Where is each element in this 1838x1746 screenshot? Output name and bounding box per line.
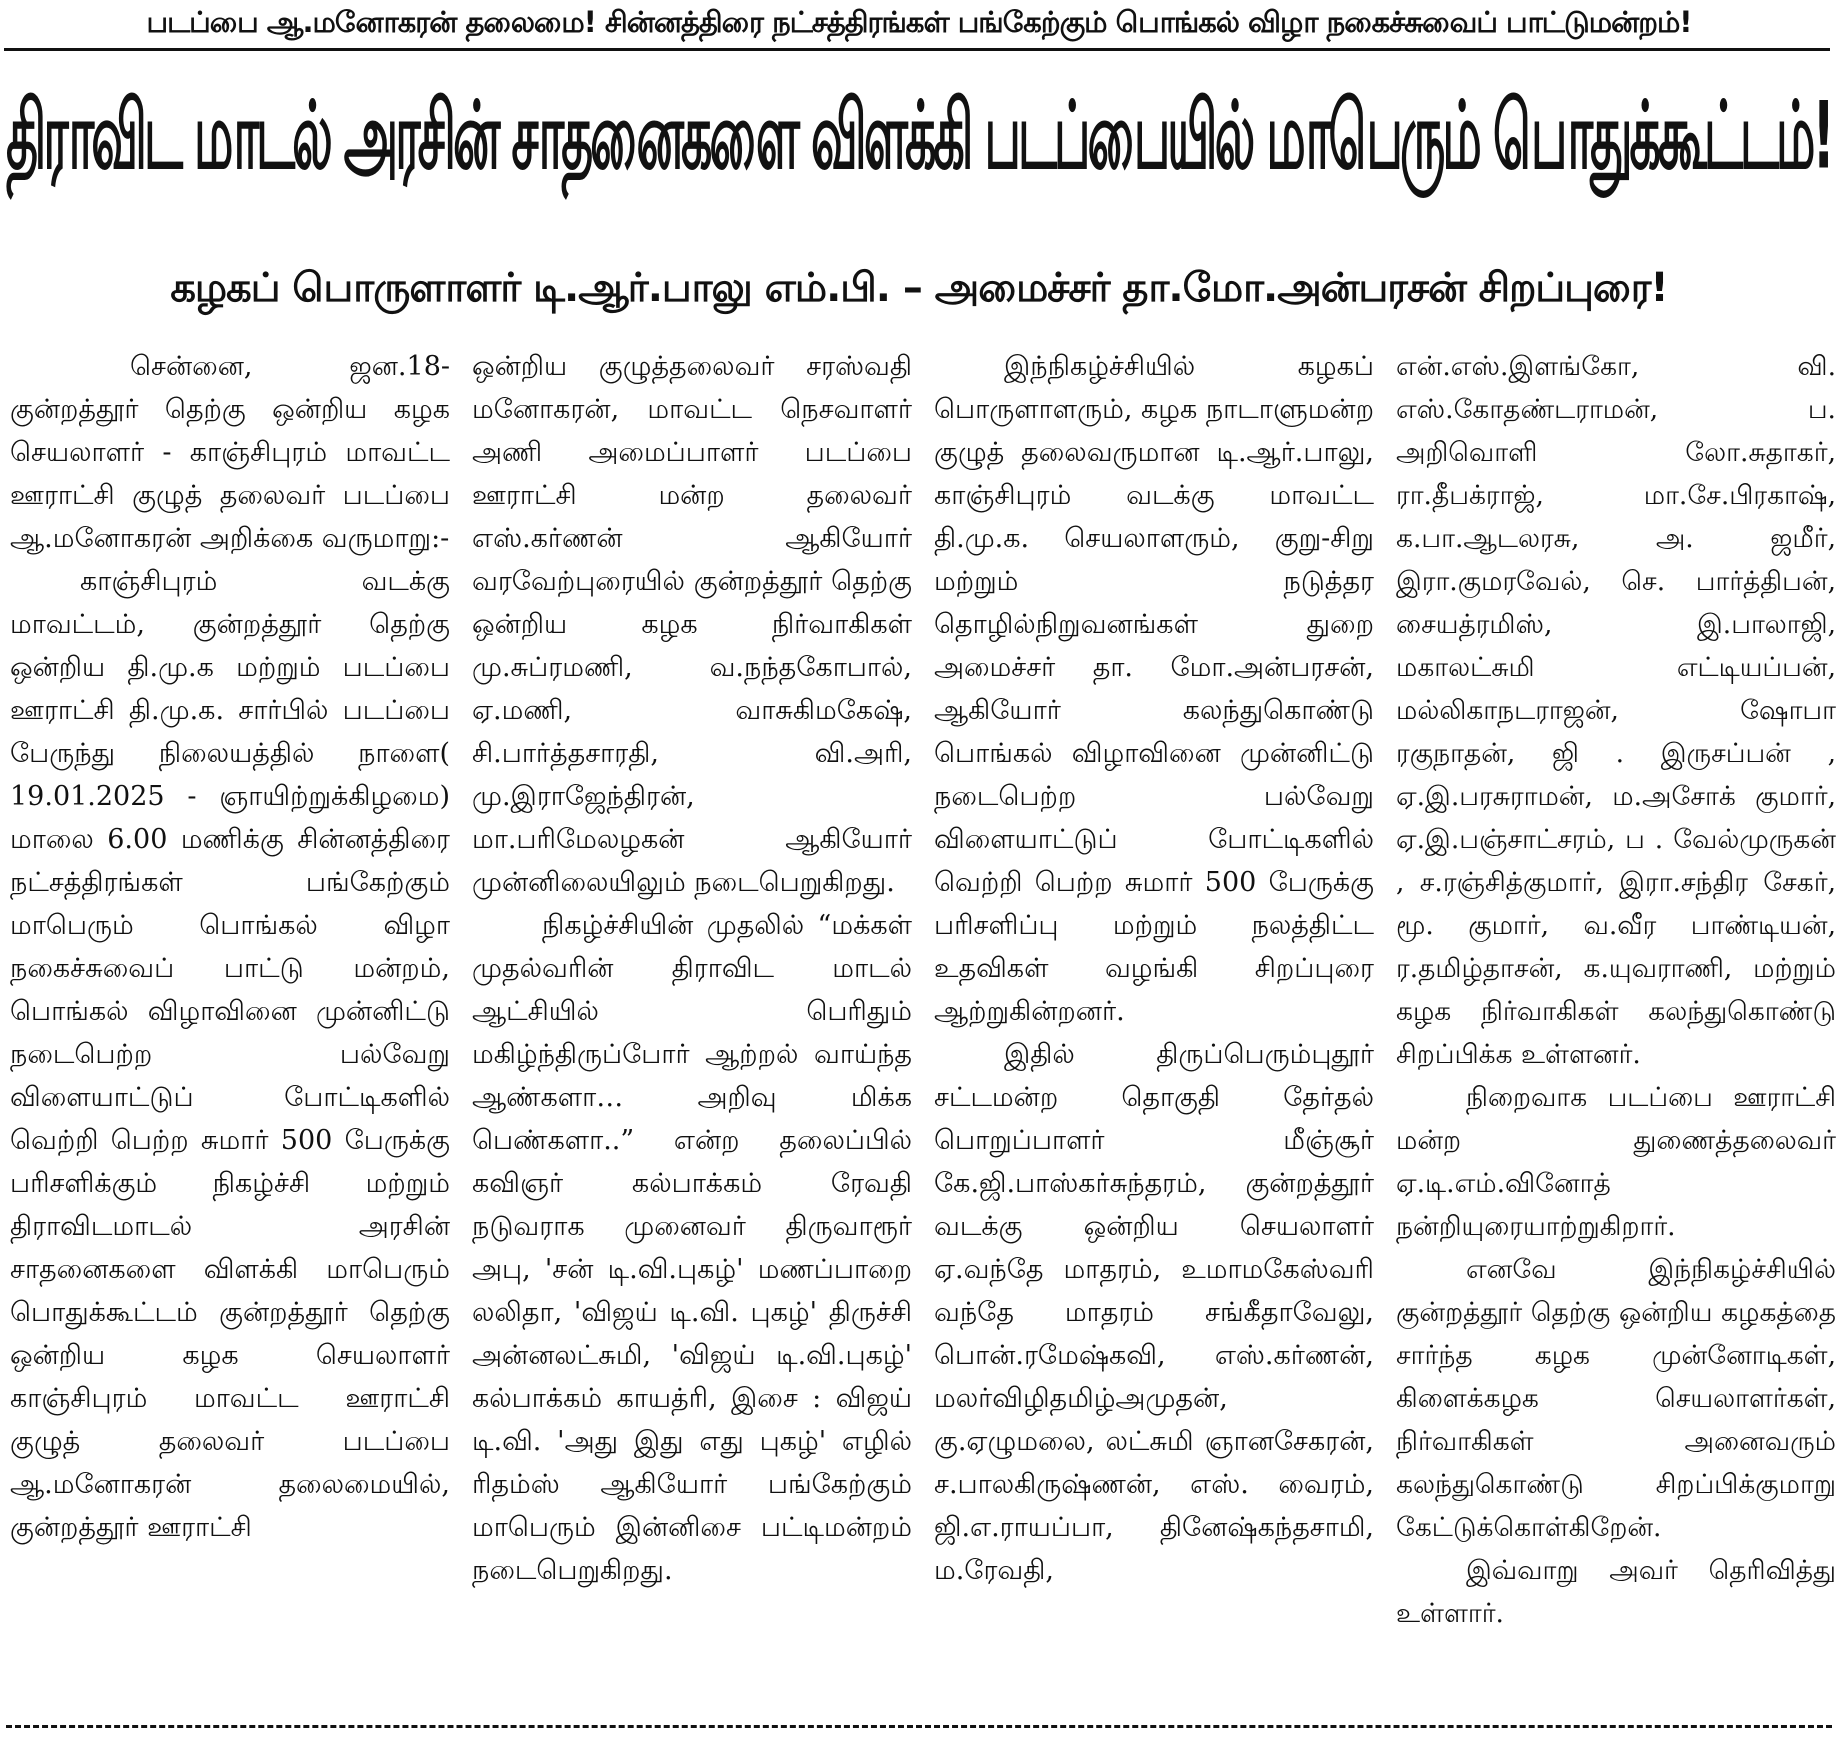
article-paragraph: ஒன்றிய குழுத்தலைவர் சரஸ்வதி மனோகரன், மாவட்ட நெசவாளர் அணி அமைப்பாளர் படப்பை ஊராட்சி மன்ற தலைவர் எஸ்.கர்ணன் ஆகியோர் வரவேற்புரையில் குன்றத்தூர் தெற்கு ஒன்றிய கழக நிர்வாகிகள் மு.சுப்ரமணி, வ.நந்தகோபால், ஏ.மணி, வாசுகிமகேஷ், சி.பார்த்தசாரதி, வி.அரி, மு.இராஜேந்திரன், மா.பரிமேலழகன் ஆகியோர் முன்னிலையிலும் நடைபெறுகிறது. (472, 351, 912, 898)
bottom-dashed-divider (6, 1725, 1832, 1728)
sub-headline: கழகப் பொருளாளர் டி.ஆர்.பாலு எம்.பி. – அமைச்சர் தா.மோ.அன்பரசன் சிறப்புரை! (170, 264, 1668, 311)
article-column-4 (1396, 345, 1836, 1710)
article-paragraph: காஞ்சிபுரம் வடக்கு மாவட்டம், குன்றத்தூர் தெற்கு ஒன்றிய தி.மு.க மற்றும் படப்பை ஊராட்சி தி.மு.க. சார்பில் படப்பை பேருந்து நிலையத்தில் நாளை( 19.01.2025 - ஞாயிற்றுக்கிழமை) மாலை 6.00 மணிக்கு சின்னத்திரை நட்சத்திரங்கள் பங்கேற்கும் மாபெரும் பொங்கல் விழா நகைச்சுவைப் பாட்டு மன்றம், பொங்கல் விழாவினை முன்னிட்டு நடைபெற்ற பல்வேறு விளையாட்டுப் போட்டிகளில் வெற்றி பெற்ற சுமார் 500 பேருக்கு பரிசளிக்கும் நிகழ்ச்சி மற்றும் திராவிடமாடல் அரசின் சாதனைகளை விளக்கி மாபெரும் பொதுக்கூட்டம் குன்றத்தூர் தெற்கு ஒன்றிய கழக செயலாளர் காஞ்சிபுரம் மாவட்ட ஊராட்சி குழுத் தலைவர் படப்பை ஆ.மனோகரன் தலைமையில், குன்றத்தூர் ஊராட்சி (10, 566, 450, 1543)
article-column-3 (934, 345, 1374, 1710)
article-body (10, 345, 1836, 1710)
article-paragraph: நிகழ்ச்சியின் முதலில் “மக்கள் முதல்வரின் திராவிட மாடல் ஆட்சியில் பெரிதும் மகிழ்ந்திருப்போர் ஆற்றல் வாய்ந்த ஆண்களா… அறிவு மிக்க பெண்களா..” என்ற தலைப்பில் கவிஞர் கல்பாக்கம் ரேவதி நடுவராக முனைவர் திருவாரூர் அபு, 'சன் டி.வி.புகழ்' மணப்பாறை லலிதா, 'விஜய் டி.வி. புகழ்' திருச்சி அன்னலட்சுமி, 'விஜய் டி.வி.புகழ்' கல்பாக்கம் காயத்ரி, இசை : விஜய் டி.வி. 'அது இது எது புகழ்' எழில் ரிதம்ஸ் ஆகியோர் பங்கேற்கும் மாபெரும் இன்னிசை பட்டிமன்றம் நடைபெறுகிறது. (472, 910, 912, 1586)
article-paragraph: என்.எஸ்.இளங்கோ, வி. எஸ்.கோதண்டராமன், ப. அறிவொளி லோ.சுதாகர், ரா.தீபக்ராஜ், மா.சே.பிரகாஷ், க.பா.ஆடலரசு, அ. ஜமீர், இரா.குமரவேல், செ. பார்த்திபன், சையத்ரமிஸ், இ.பாலாஜி, மகாலட்சுமி எட்டியப்பன், மல்லிகாநடராஜன், ஷோபா ரகுநாதன், ஜி . இருசப்பன் , ஏ.இ.பரசுராமன், ம.அசோக் குமார், ஏ.இ.பஞ்சாட்சரம், ப . வேல்முருகன் , ச.ரஞ்சித்குமார், இரா.சந்திர சேகர், மூ. குமார், வ.வீர பாண்டியன், ர.தமிழ்தாசன், க.யுவராணி, மற்றும் கழக நிர்வாகிகள் கலந்துகொண்டு சிறப்பிக்க உள்ளனர். (1396, 351, 1836, 1070)
article-column-1 (10, 345, 450, 1710)
article-paragraph: இதில் திருப்பெரும்புதூர் சட்டமன்ற தொகுதி தேர்தல் பொறுப்பாளர் மீஞ்சூர் கே.ஜி.பாஸ்கர்சுந்தரம், குன்றத்தூர் வடக்கு ஒன்றிய செயலாளர் ஏ.வந்தே மாதரம், உமாமகேஸ்வரி வந்தே மாதரம் சங்கீதாவேலு, பொன்.ரமேஷ்கவி, எஸ்.கர்ணன், மலர்விழிதமிழ்அமுதன், கு.ஏழுமலை, லட்சுமி ஞானசேகரன், ச.பாலகிருஷ்ணன், எஸ். வைரம், ஜி.எ.ராயப்பா, தினேஷ்கந்தசாமி, ம.ரேவதி, (934, 1039, 1374, 1586)
main-headline: திராவிட மாடல் அரசின் சாதனைகளை விளக்கி படப்பையில் மாபெரும் பொதுக்கூட்டம்! (6, 82, 1832, 191)
article-paragraph: எனவே இந்நிகழ்ச்சியில் குன்றத்தூர் தெற்கு ஒன்றிய கழகத்தை சார்ந்த கழக முன்னோடிகள், கிளைக்கழக செயலாளர்கள், நிர்வாகிகள் அனைவரும் கலந்துகொண்டு சிறப்பிக்குமாறு கேட்டுக்கொள்கிறேன். (1396, 1254, 1836, 1543)
article-paragraph: இவ்வாறு அவர் தெரிவித்து உள்ளார். (1396, 1555, 1836, 1629)
kicker-headline: படப்பை ஆ.மனோகரன் தலைமை! சின்னத்திரை நட்சத்திரங்கள் பங்கேற்கும் பொங்கல் விழா நகைச்சுவைப் பாட்டுமன்றம்! (146, 5, 1692, 39)
article-column-2 (472, 345, 912, 1710)
article-paragraph: இந்நிகழ்ச்சியில் கழகப் பொருளாளரும், கழக நாடாளுமன்ற குழுத் தலைவருமான டி.ஆர்.பாலு, காஞ்சிபுரம் வடக்கு மாவட்ட தி.மு.க. செயலாளரும், குறு-சிறு மற்றும் நடுத்தர தொழில்நிறுவனங்கள் துறை அமைச்சர் தா. மோ.அன்பரசன், ஆகியோர் கலந்துகொண்டு பொங்கல் விழாவினை முன்னிட்டு நடைபெற்ற பல்வேறு விளையாட்டுப் போட்டிகளில் வெற்றி பெற்ற சுமார் 500 பேருக்கு பரிசளிப்பு மற்றும் நலத்திட்ட உதவிகள் வழங்கி சிறப்புரை ஆற்றுகின்றனர். (934, 351, 1374, 1027)
article-paragraph: நிறைவாக படப்பை ஊராட்சி மன்ற துணைத்தலைவர் ஏ.டி.எம்.வினோத் நன்றியுரையாற்றுகிறார். (1396, 1082, 1836, 1242)
article-paragraph: சென்னை, ஜன.18- குன்றத்தூர் தெற்கு ஒன்றிய கழக செயலாளர் - காஞ்சிபுரம் மாவட்ட ஊராட்சி குழுத் தலைவர் படப்பை ஆ.மனோகரன் அறிக்கை வருமாறு:- (10, 351, 450, 554)
